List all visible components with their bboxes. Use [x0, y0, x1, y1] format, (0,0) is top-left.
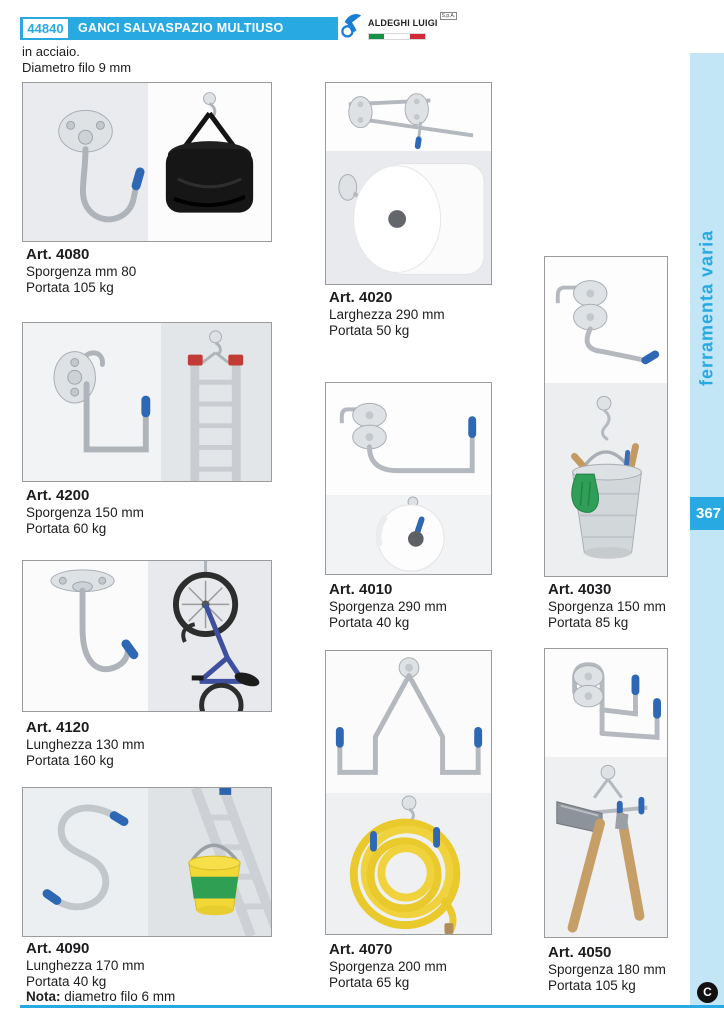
article-number: Art. 4200	[26, 487, 90, 504]
header-bar	[20, 17, 338, 40]
catalog-code: 44840	[23, 19, 68, 38]
spec-line: Portata 40 kg	[329, 615, 410, 630]
spec-line: Sporgenza 180 mm	[548, 962, 666, 977]
article-number: Art. 4050	[548, 944, 612, 961]
article-number: Art. 4070	[329, 941, 393, 958]
hook-4010-image	[326, 383, 491, 495]
brand-logo	[341, 7, 456, 43]
publisher-logo: C	[697, 982, 718, 1003]
product-photo-4010	[325, 382, 492, 575]
article-number: Art. 4020	[329, 289, 393, 306]
spec-line: Portata 105 kg	[26, 280, 114, 295]
page-title: GANCI SALVASPAZIO MULTIUSO	[78, 21, 284, 35]
double-hook-4070-image	[326, 651, 491, 793]
intro-line-2: Diametro filo 9 mm	[22, 60, 132, 75]
rack-4020-image	[326, 83, 491, 151]
spec-line: Portata 105 kg	[548, 978, 636, 993]
brand-mark-icon	[341, 10, 363, 43]
hose-on-hook-image	[326, 793, 491, 934]
spec-line: Portata 160 kg	[26, 753, 114, 768]
brand-suffix: S.p.A.	[441, 13, 456, 19]
product-photo-4080	[22, 82, 272, 242]
article-number: Art. 4080	[26, 246, 90, 263]
bicycle-on-hook-image	[148, 561, 271, 711]
article-number: Art. 4030	[548, 581, 612, 598]
intro-line-1: in acciaio.	[22, 44, 80, 59]
s-hook-4090-image	[23, 788, 148, 936]
hook-4030-image	[545, 257, 667, 383]
hook-4200-image	[23, 323, 161, 481]
category-label: ferramenta varia	[696, 229, 717, 387]
spec-line: Sporgenza 200 mm	[329, 959, 447, 974]
caption-4080	[26, 246, 136, 296]
spec-line: Lunghezza 170 mm	[26, 958, 145, 973]
hook-4120-image	[23, 561, 148, 711]
article-number: Art. 4010	[329, 581, 393, 598]
product-photo-4090	[22, 787, 272, 937]
category-sidebar	[690, 53, 724, 1008]
spec-note: Nota: diametro filo 6 mm	[26, 989, 176, 1004]
caption-4070	[329, 941, 447, 991]
ladder-on-hook-image	[161, 323, 271, 481]
roll-on-hook-image	[326, 495, 491, 574]
article-number: Art. 4090	[26, 940, 90, 957]
bottom-rule	[20, 1005, 724, 1008]
spec-line: Portata 50 kg	[329, 323, 410, 338]
caption-4090	[26, 940, 175, 1005]
spec-line: Larghezza 290 mm	[329, 307, 445, 322]
bag-on-hook-image	[148, 83, 271, 241]
caption-4020	[329, 289, 445, 339]
caption-4010	[329, 581, 447, 631]
spec-line: Portata 40 kg	[26, 973, 107, 989]
spec-line: Portata 85 kg	[548, 615, 629, 630]
intro-text	[22, 44, 131, 76]
spec-line: Sporgenza 290 mm	[329, 599, 447, 614]
italy-flag-icon	[368, 33, 426, 40]
spec-line: Lunghezza 130 mm	[26, 737, 145, 752]
caption-4200	[26, 487, 144, 537]
spec-line: Sporgenza 150 mm	[26, 505, 144, 520]
spec-line: Portata 60 kg	[26, 521, 107, 536]
product-photo-4070	[325, 650, 492, 935]
tools-on-hook-image	[545, 757, 667, 937]
bucket-on-ladder-image	[148, 788, 271, 936]
page-number-badge: 367	[690, 497, 724, 530]
article-number: Art. 4120	[26, 719, 90, 736]
spec-line: Sporgenza mm 80	[26, 264, 137, 279]
double-hook-4050-image	[545, 649, 667, 757]
spec-line: Sporgenza 150 mm	[548, 599, 666, 614]
caption-4050	[548, 944, 666, 994]
product-photo-4050	[544, 648, 668, 938]
hook-4080-image	[23, 83, 148, 241]
caption-4120	[26, 719, 145, 769]
caption-4030	[548, 581, 666, 631]
paper-roll-image	[326, 151, 491, 284]
product-photo-4020	[325, 82, 492, 285]
product-photo-4030	[544, 256, 668, 577]
product-photo-4200	[22, 322, 272, 482]
spec-line: Portata 65 kg	[329, 975, 410, 990]
product-photo-4120	[22, 560, 272, 712]
brand-name: ALDEGHI LUIGI	[368, 18, 438, 28]
bucket-on-hook-image	[545, 383, 667, 576]
